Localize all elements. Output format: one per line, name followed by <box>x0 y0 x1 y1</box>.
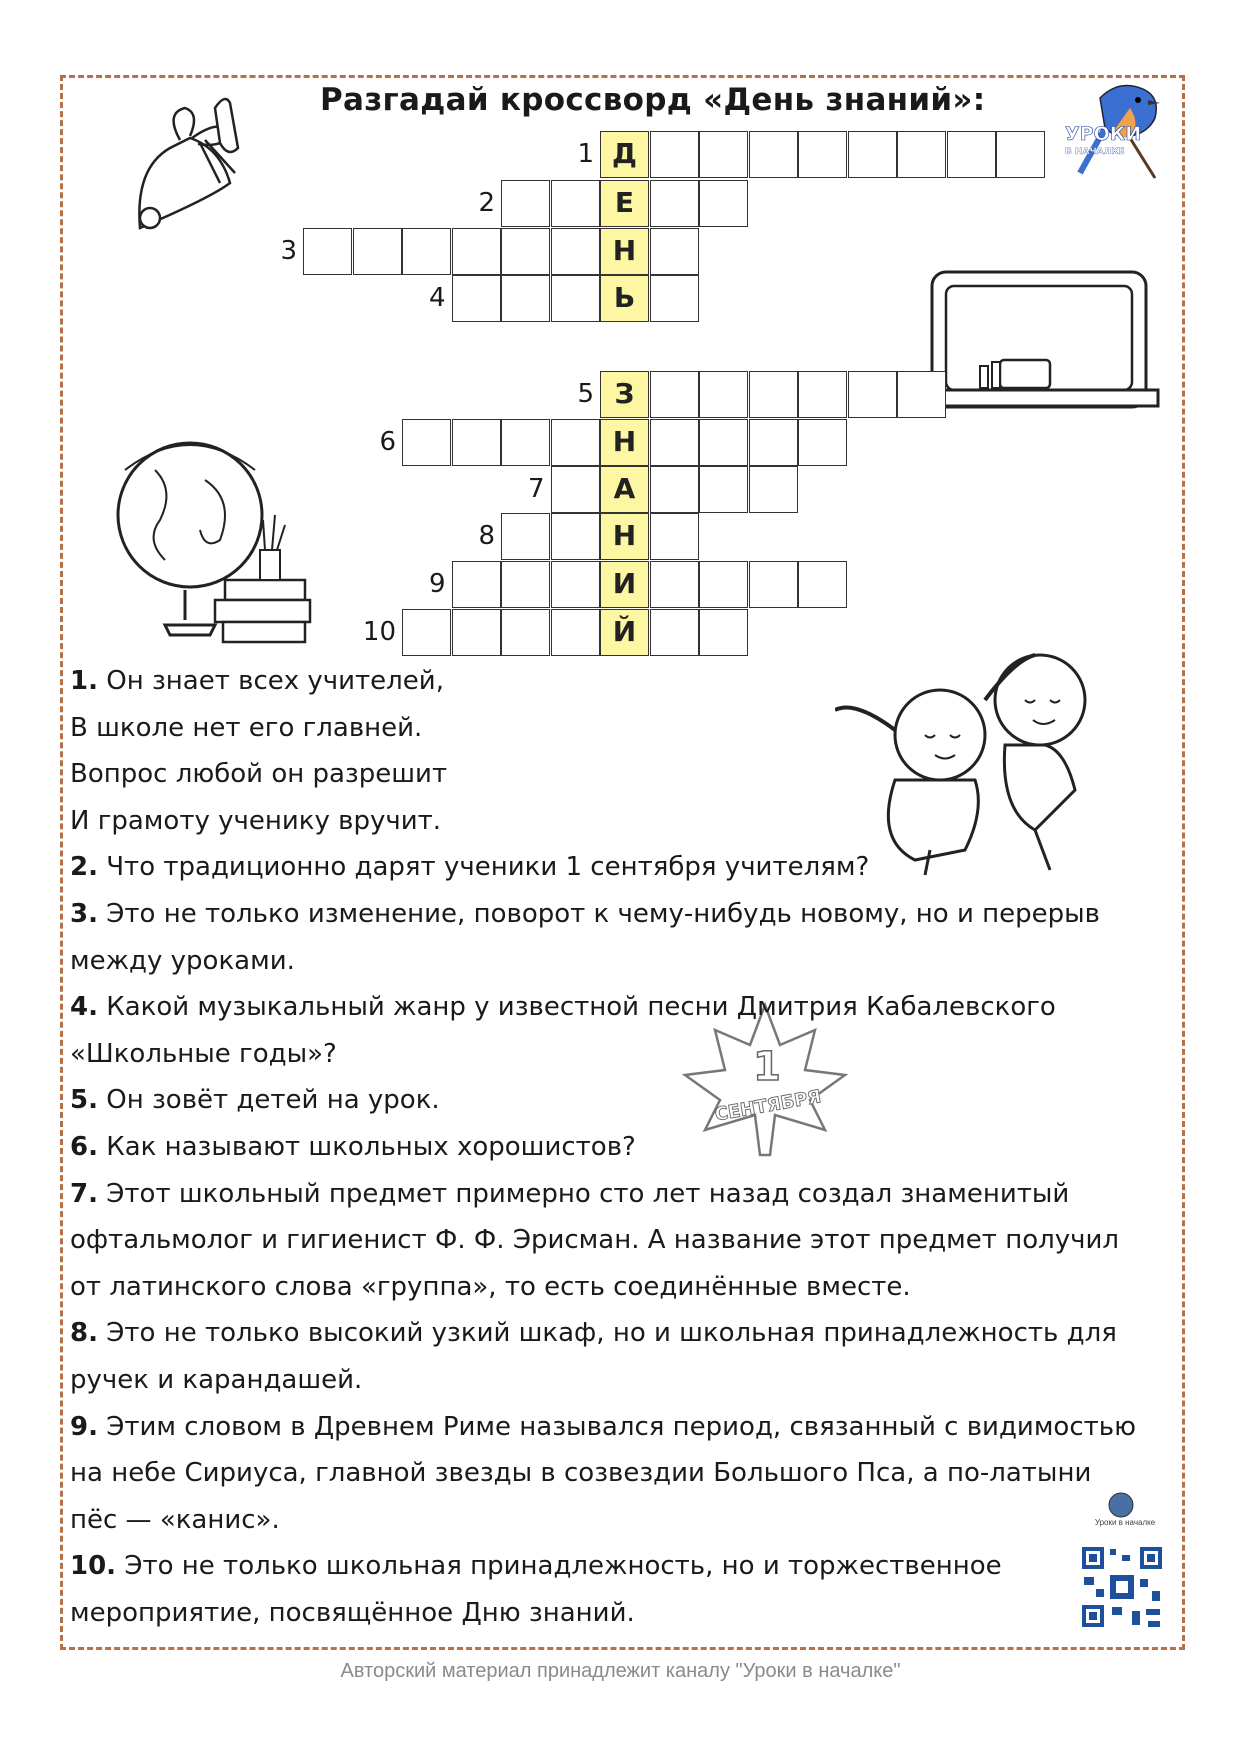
crossword-cell[interactable] <box>650 561 699 608</box>
clue-line-c5 <box>70 1077 1170 1124</box>
crossword-cell[interactable] <box>897 371 946 418</box>
crossword-cell[interactable] <box>551 419 600 466</box>
clue-text: между уроками. <box>70 945 295 976</box>
clue-text: И грамоту ученику вручит. <box>70 805 442 836</box>
clue-number-2: 2 <box>478 188 495 218</box>
clue-number: 7. <box>70 1178 98 1209</box>
crossword-cell[interactable] <box>699 371 748 418</box>
crossword-cell[interactable] <box>947 131 996 178</box>
crossword-cell[interactable] <box>650 419 699 466</box>
clue-line-c10 <box>70 1543 1170 1590</box>
clue-number: 5. <box>70 1085 98 1116</box>
crossword-cell[interactable] <box>303 228 352 275</box>
clue-text: на небе Сириуса, главной звезды в созвездии Большого Пса, а по-латыни <box>70 1458 1092 1489</box>
stamp-word: СЕНТЯБРЯ <box>713 1086 823 1126</box>
crossword-cell[interactable] <box>650 371 699 418</box>
clue-line-c1 <box>70 798 1170 845</box>
logo-subtext: В НАЧАЛКЕ <box>1065 147 1125 157</box>
clue-line-c9 <box>70 1450 1170 1497</box>
crossword-cell[interactable] <box>501 561 550 608</box>
clue-number-10: 10 <box>362 617 396 647</box>
crossword-key-cell: Й <box>600 609 649 656</box>
crossword-cell[interactable] <box>353 228 402 275</box>
crossword-cell[interactable] <box>996 131 1045 178</box>
crossword-cell[interactable] <box>452 275 501 322</box>
clue-line-c7 <box>70 1171 1170 1218</box>
crossword-cell[interactable] <box>402 419 451 466</box>
crossword-cell[interactable] <box>798 371 847 418</box>
crossword-cell[interactable] <box>699 419 748 466</box>
crossword-cell[interactable] <box>699 131 748 178</box>
crossword-cell[interactable] <box>452 228 501 275</box>
crossword-cell[interactable] <box>699 466 748 513</box>
clue-text: Он зовёт детей на урок. <box>106 1085 440 1116</box>
clue-line-c10 <box>70 1590 1170 1637</box>
crossword-cell[interactable] <box>798 131 847 178</box>
crossword-cell[interactable] <box>452 609 501 656</box>
crossword-cell[interactable] <box>551 513 600 560</box>
clue-line-c1 <box>70 658 1170 705</box>
clue-number: 3. <box>70 898 98 929</box>
crossword-key-cell: З <box>600 371 649 418</box>
clue-line-c9 <box>70 1497 1170 1544</box>
crossword-cell[interactable] <box>501 228 550 275</box>
clue-number: 8. <box>70 1318 98 1349</box>
clue-number-5: 5 <box>577 379 594 409</box>
clue-text: пёс — «канис». <box>70 1504 280 1535</box>
clue-number: 9. <box>70 1411 98 1442</box>
crossword-key-cell: И <box>600 561 649 608</box>
clue-line-c7 <box>70 1217 1170 1264</box>
crossword-cell[interactable] <box>749 371 798 418</box>
clue-text: Как называют школьных хорошистов? <box>106 1131 636 1162</box>
crossword-cell[interactable] <box>551 228 600 275</box>
crossword-cell[interactable] <box>848 131 897 178</box>
crossword-cell[interactable] <box>848 371 897 418</box>
clue-number-4: 4 <box>428 283 446 313</box>
clue-text: Какой музыкальный жанр у известной песни Дмитрия Кабалевского <box>106 992 1056 1023</box>
crossword-cell[interactable] <box>650 180 699 227</box>
crossword-cell[interactable] <box>452 561 501 608</box>
crossword-cell[interactable] <box>551 466 600 513</box>
clue-number: 6. <box>70 1131 98 1162</box>
globe-books-icon <box>105 430 315 660</box>
crossword-cell[interactable] <box>402 609 451 656</box>
crossword-cell[interactable] <box>749 466 798 513</box>
crossword-cell[interactable] <box>749 561 798 608</box>
clue-line-c3 <box>70 938 1170 985</box>
crossword-cell[interactable] <box>749 419 798 466</box>
clue-line-c1 <box>70 705 1170 752</box>
crossword-cell[interactable] <box>749 131 798 178</box>
crossword-cell[interactable] <box>650 131 699 178</box>
crossword-cell[interactable] <box>897 131 946 178</box>
school-bell-icon <box>110 88 260 238</box>
crossword-cell[interactable] <box>501 419 550 466</box>
crossword-cell[interactable] <box>650 466 699 513</box>
clue-text: В школе нет его главней. <box>70 712 423 743</box>
crossword-cell[interactable] <box>551 275 600 322</box>
clue-text: Он знает всех учителей, <box>106 666 444 696</box>
crossword-key-cell: Е <box>600 180 649 227</box>
crossword-cell[interactable] <box>551 180 600 227</box>
crossword-cell[interactable] <box>501 513 550 560</box>
clue-line-c9 <box>70 1404 1170 1451</box>
clue-line-c8 <box>70 1310 1170 1357</box>
crossword-cell[interactable] <box>650 228 699 275</box>
clue-number-3: 3 <box>280 236 297 266</box>
clue-text: офтальмолог и гигиенист Ф. Ф. Эрисман. А название этот предмет получил <box>70 1225 1119 1256</box>
clue-text: Что традиционно дарят ученики 1 сентября учителям? <box>106 852 870 883</box>
crossword-cell[interactable] <box>699 561 748 608</box>
clue-text: мероприятие, посвящённое Дню знаний. <box>70 1597 635 1628</box>
clue-number-6: 6 <box>379 427 396 457</box>
clue-text: ручек и карандашей. <box>70 1364 363 1395</box>
clue-line-c1 <box>70 751 1170 798</box>
crossword-key-cell: А <box>600 466 649 513</box>
crossword-cell[interactable] <box>798 561 847 608</box>
footer-attribution: Авторский материал принадлежит каналу "Уроки в началке" <box>340 1660 901 1682</box>
crossword-cell[interactable] <box>551 561 600 608</box>
crossword-cell[interactable] <box>501 275 550 322</box>
crossword-key-cell: Ь <box>600 275 649 322</box>
crossword-key-cell: Н <box>600 228 649 275</box>
clue-number: 4. <box>70 992 98 1023</box>
clue-number-8: 8 <box>478 521 495 551</box>
clue-number: 1. <box>70 666 98 696</box>
crossword-cell[interactable] <box>650 513 699 560</box>
logo-text: УРОКИ <box>1065 123 1142 145</box>
clue-line-c3 <box>70 891 1170 938</box>
stamp-number: 1 <box>753 1044 781 1090</box>
crossword-cell[interactable] <box>452 419 501 466</box>
clue-text: Этот школьный предмет примерно сто лет назад создал знаменитый <box>106 1178 1070 1209</box>
bird-logo-icon <box>1060 78 1180 183</box>
clue-line-c8 <box>70 1357 1170 1404</box>
clue-text: Это не только высокий узкий шкаф, но и школьная принадлежность для <box>106 1318 1117 1349</box>
crossword-cell[interactable] <box>501 609 550 656</box>
clue-text: от латинского слова «группа», то есть соединённые вместе. <box>70 1271 911 1302</box>
clue-line-c4 <box>70 984 1170 1031</box>
clue-text: Это не только изменение, поворот к чему-нибудь новому, но и перерыв <box>106 898 1100 929</box>
crossword-cell[interactable] <box>699 180 748 227</box>
blackboard-icon <box>920 262 1160 422</box>
page-title: Разгадай кроссворд «День знаний»: <box>320 82 986 118</box>
clue-line-c6 <box>70 1124 1170 1171</box>
clue-line-c7 <box>70 1264 1170 1311</box>
crossword-cell[interactable] <box>650 609 699 656</box>
crossword-cell[interactable] <box>551 609 600 656</box>
clue-text: Вопрос любой он разрешит <box>70 759 448 790</box>
crossword-cell[interactable] <box>699 609 748 656</box>
clue-text: «Школьные годы»? <box>70 1038 337 1069</box>
crossword-key-cell: Н <box>600 419 649 466</box>
qr-title: Уроки в началке <box>1094 1518 1156 1527</box>
crossword-cell[interactable] <box>501 180 550 227</box>
crossword-key-cell: Н <box>600 513 649 560</box>
crossword-cell[interactable] <box>402 228 451 275</box>
clue-number-9: 9 <box>428 569 446 599</box>
crossword-key-cell: Д <box>600 131 649 178</box>
clue-number: 10. <box>70 1551 117 1582</box>
clue-line-c2 <box>70 844 1170 891</box>
clue-line-c4 <box>70 1031 1170 1078</box>
clue-text: Этим словом в Древнем Риме назывался период, связанный с видимостью <box>106 1411 1136 1442</box>
crossword-cell[interactable] <box>798 419 847 466</box>
clue-number: 2. <box>70 852 98 883</box>
clue-number-1: 1 <box>577 139 594 169</box>
clue-text: Это не только школьная принадлежность, но и торжественное <box>124 1551 1002 1582</box>
clue-number-7: 7 <box>527 474 545 504</box>
clues-list <box>70 658 1170 1636</box>
crossword-cell[interactable] <box>650 275 699 322</box>
